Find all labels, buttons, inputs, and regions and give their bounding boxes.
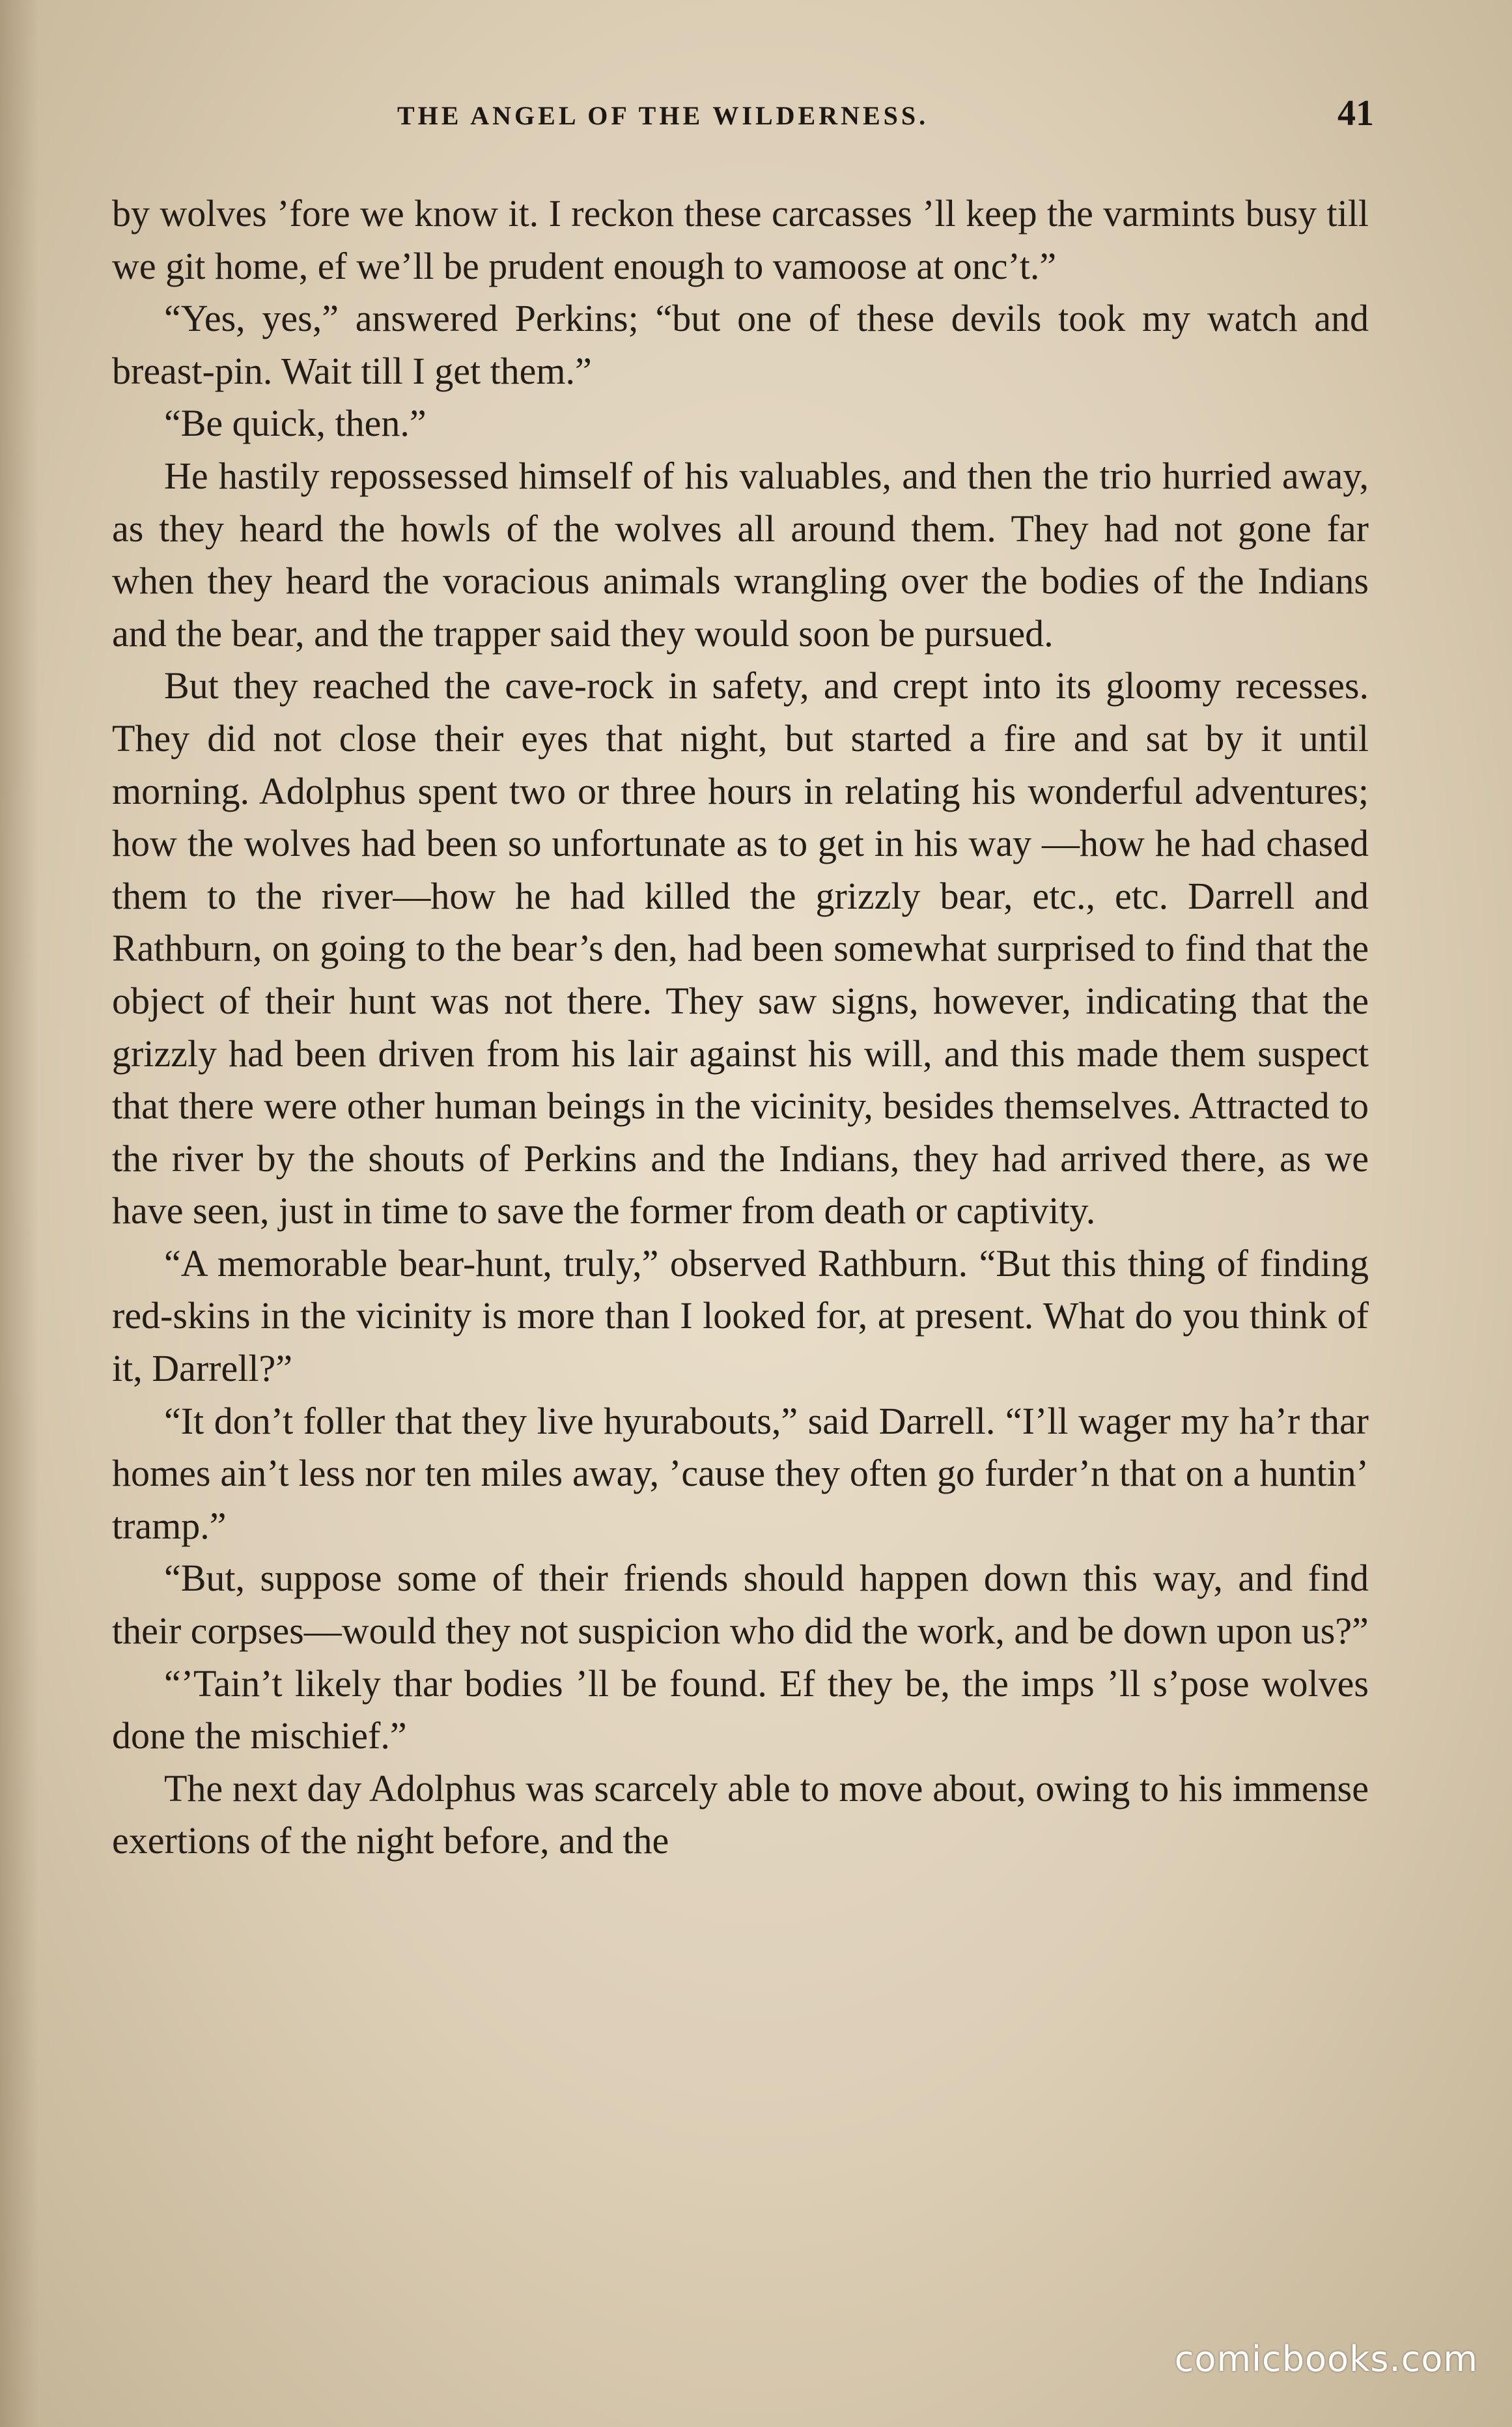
- paragraph: “But, suppose some of their friends should happen down this way, and find their corpses—would they not suspicion who did the work, and be down upon us?”: [112, 1557, 1369, 1653]
- paragraph: But they reached the cave-rock in safety, and crept into its gloomy recesses. They did not close their eyes that night, but started a fire and sat by it until morning. Adolphus spent two or three hours in relating his wonderful adventures; how the wolves had been so unfortunate as to get in his way —how he had chased them to the river—how he had killed the grizzly bear, etc., etc. Darrell and Rathburn, on going to the bear’s den, had been somewhat surprised to find that the object of their hunt was not there. They saw signs, however, indicating that the grizzly had been driven from his lair against his will, and this made them suspect that there were other human beings in the vicinity, besides themselves. Attracted to the river by the shouts of Perkins and the Indians, they had arrived there, as we have seen, just in time to save the former from death or captivity.: [112, 664, 1369, 1232]
- paragraph-continued: by wolves ’fore we know it. I reckon these carcasses ’ll keep the varmints busy till we git home, ef we’ll be prudent enough to vamoose at onc’t.”: [112, 192, 1369, 287]
- body-text: [112, 188, 1369, 1867]
- paragraph: The next day Adolphus was scarcely able to move about, owing to his immense exertions of the night before, and the: [112, 1767, 1369, 1862]
- page-number: 41: [1337, 93, 1374, 134]
- page-header: [111, 92, 1393, 145]
- paragraph: “It don’t foller that they live hyurabouts,” said Darrell. “I’ll wager my ha’r thar homes ain’t less nor ten miles away, ’cause they often go furder’n that on a huntin’ tramp.”: [112, 1399, 1369, 1547]
- paragraph: “’Tain’t likely thar bodies ’ll be found. Ef they be, the imps ’ll s’pose wolves done the mischief.”: [112, 1662, 1369, 1757]
- running-head: THE ANGEL OF THE WILDERNESS.: [397, 101, 929, 130]
- paragraph: “A memorable bear-hunt, truly,” observed Rathburn. “But this thing of finding red-skins in the vicinity is more than I looked for, at present. What do you think of it, Darrell?”: [112, 1242, 1369, 1390]
- paragraph: “Yes, yes,” answered Perkins; “but one of these devils took my watch and breast-pin. Wait till I get them.”: [112, 297, 1369, 392]
- watermark: comicbooks.com: [1174, 2338, 1478, 2379]
- paragraph: He hastily repossessed himself of his valuables, and then the trio hurried away, as they heard the howls of the wolves all around them. They had not gone far when they heard the voracious animals wrangling over the bodies of the Indians and the bear, and the trapper said they would soon be pursued.: [112, 454, 1369, 655]
- page-edge-shadow: [0, 0, 39, 2427]
- paragraph: “Be quick, then.”: [164, 402, 427, 445]
